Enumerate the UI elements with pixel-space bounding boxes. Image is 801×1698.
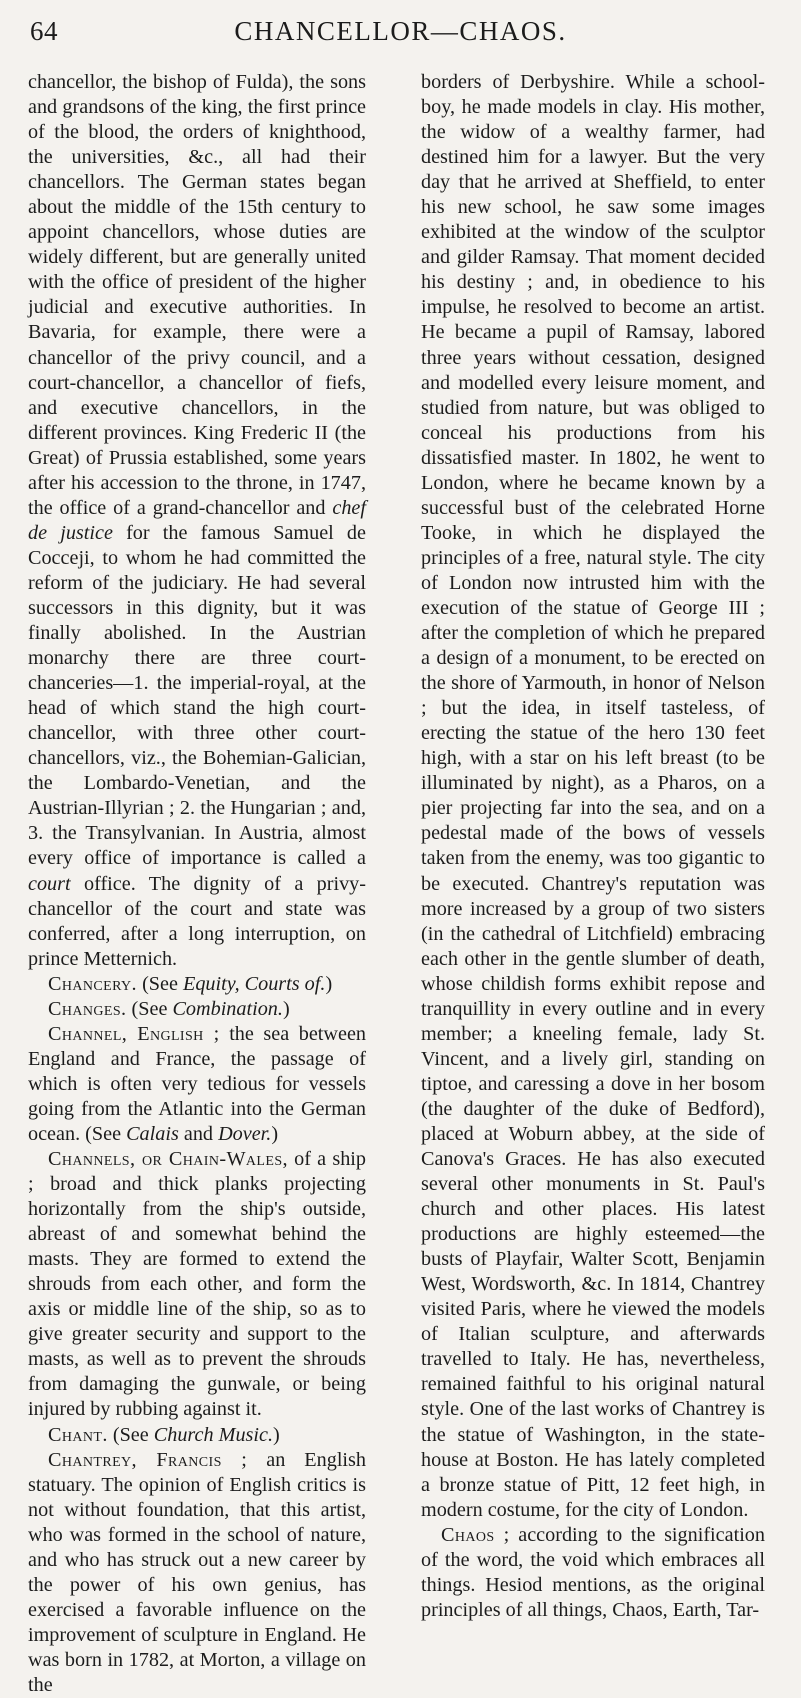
left-column [28, 70, 366, 1698]
cross-reference: Calais [126, 1122, 179, 1145]
cross-reference: Dover. [218, 1122, 272, 1145]
text: an English statuary. The opinion of English critics is not without foundation, that this artist, who was formed in the school of nature, and who has struck out a new career by the power of his own genius, has exercised a favorable influence on the improvement of sculpture in England. He was born in 1782, at Morton, a village on the [28, 1448, 366, 1696]
entry-chancery [28, 972, 366, 997]
page-number: 64 [30, 16, 58, 46]
text: (See [137, 972, 183, 995]
entry-headword: Channels, or Chain-Wales, [48, 1148, 288, 1171]
cross-reference: Equity, Courts of. [182, 972, 326, 995]
entry-headword: Chant. [48, 1423, 108, 1446]
entry-chaos [421, 1523, 765, 1623]
entry-channels [28, 1147, 366, 1423]
page-header [28, 10, 773, 56]
text: the sea between England and France, the passage of which is often very tedious for vessels going from the Atlantic into the German ocean. (See [28, 1022, 366, 1145]
entry-headword: Chantrey, Francis ; [48, 1448, 248, 1471]
paragraph-chantrey-continued: borders of Derbyshire. While a school-boy, he made models in clay. His mother, the widow of a wealthy farmer, had destined him for a lawyer. But the very day that he arrived at Sheffield, to enter his new school, he saw some images exhibited at the window of the sculptor and gilder Ramsay. That moment decided his destiny ; and, in obedience to his impulse, he resolved to become an artist. He became a pupil of Ramsay, labored three years without cessation, designed and modelled every leisure moment, and studied from nature, but was obliged to conceal his productions from his dissatisfied master. In 1802, he went to London, where he became known by a successful bust of the celebrated Horne Tooke, in which he displayed the principles of a free, natural style. The city of London now intrusted him with the execution of the statue of George III ; after the completion of which he prepared a design of a monument, to be erected on the shore of Yarmouth, in honor of Nelson ; but the idea, in itself tasteless, of erecting the statue of the hero 130 feet high, with a star on his left breast (to be illuminated by night), as a Pharos, on a pier projecting far into the sea, and on a pedestal made of the bows of vessels taken from the enemy, was too gigantic to be executed. Chantrey's reputation was more increased by a group of two sisters (in the cathedral of Litchfield) embracing each other in the gentle slumber of death, whose childish forms exhibit repose and tranquillity in every outline and in every member; a kneeling female, lady St. Vincent, and a lively girl, standing on tiptoe, and caressing a dove in her bosom (the daughter of the duke of Bedford), placed at Woburn abbey, at the side of Canova's Graces. He has also executed several other monuments in St. Paul's church and other places. His latest productions are highly esteemed—the busts of Playfair, Walter Scott, Benjamin West, Wordsworth, &c. In 1814, Chantrey visited Paris, where he viewed the models of Italian sculpture, and afterwards travelled to Italy. He has, nevertheless, remained faithful to his original natural style. One of the last works of Chantrey is the statue of Washington, in the state-house at Boston. He has lately completed a bronze statue of Pitt, 12 feet high, in modern costume, for the city of London. [421, 71, 765, 1521]
text: ) [282, 997, 290, 1020]
text: of a ship ; broad and thick planks projecting horizontally from the ship's outside, abreast of and somewhat behind the masts. They are formed to extend the shrouds from each other, and form the axis or middle line of the ship, so as to give greater security and support to the masts, as well as to prevent the shrouds from damaging the gunwale, or being injured by rubbing against it. [28, 1148, 366, 1421]
entry-headword: Chancery. [48, 972, 138, 995]
italic-term: court [28, 872, 71, 895]
text: ) [273, 1423, 280, 1446]
text: ) [325, 972, 333, 995]
text: (See [126, 997, 173, 1020]
text: and [178, 1122, 219, 1145]
running-head: CHANCELLOR—CHAOS. [234, 16, 567, 46]
text: for the famous Samuel de Cocceji, to whom he had committed the reform of the judiciary. He had several successors in this dignity, but it was finally abolished. In the Austrian monarchy there are three court-chanceries—1. the imperial-royal, at the head of which stand the high court-chancellor, with three other court-chancellors, viz., the Bohemian-Galician, the Lombardo-Venetian, and the Austrian-Illyrian ; 2. the Hungarian ; and, 3. the Transylvanian. In Austria, almost every office of importance is called a [28, 521, 366, 870]
entry-channel [28, 1022, 366, 1147]
right-column [421, 70, 765, 1623]
entry-headword: Changes. [48, 997, 127, 1020]
text: ) [271, 1122, 279, 1145]
entry-headword: Chaos ; [441, 1523, 510, 1546]
italic-term: chef de justice [28, 496, 366, 544]
entry-changes [28, 997, 366, 1022]
entry-chantrey [28, 1448, 366, 1698]
text: office. The dignity of a privy-chancellor of the court and state was conferred, after a long interruption, on prince Metternich. [28, 872, 366, 970]
cross-reference: Church Music. [153, 1423, 274, 1446]
text: according to the signification of the word, the void which embraces all things. Hesiod mentions, as the original principles of all things, Chaos, Earth, Tar- [421, 1523, 765, 1621]
cross-reference: Combination. [172, 997, 283, 1020]
entry-chant [28, 1423, 366, 1448]
text: (See [107, 1423, 154, 1446]
paragraph-chancellor-continued [28, 70, 366, 972]
entry-headword: Channel, English ; [48, 1022, 220, 1045]
text: chancellor, the bishop of Fulda), the sons and grandsons of the king, the first prince of the blood, the orders of knighthood, the universities, &c., all had their chancellors. The German states began about the middle of the 15th century to appoint chancellors, whose duties are widely different, but are generally united with the office of president of the higher judicial and executive authorities. In Bavaria, for example, there were a chancellor of the privy council, and a court-chancellor, a chancellor of fiefs, and executive chancellors, in the different provinces. King Frederic II (the Great) of Prussia established, some years after his accession to the throne, in 1747, the office of a grand-chancellor and [28, 71, 366, 519]
